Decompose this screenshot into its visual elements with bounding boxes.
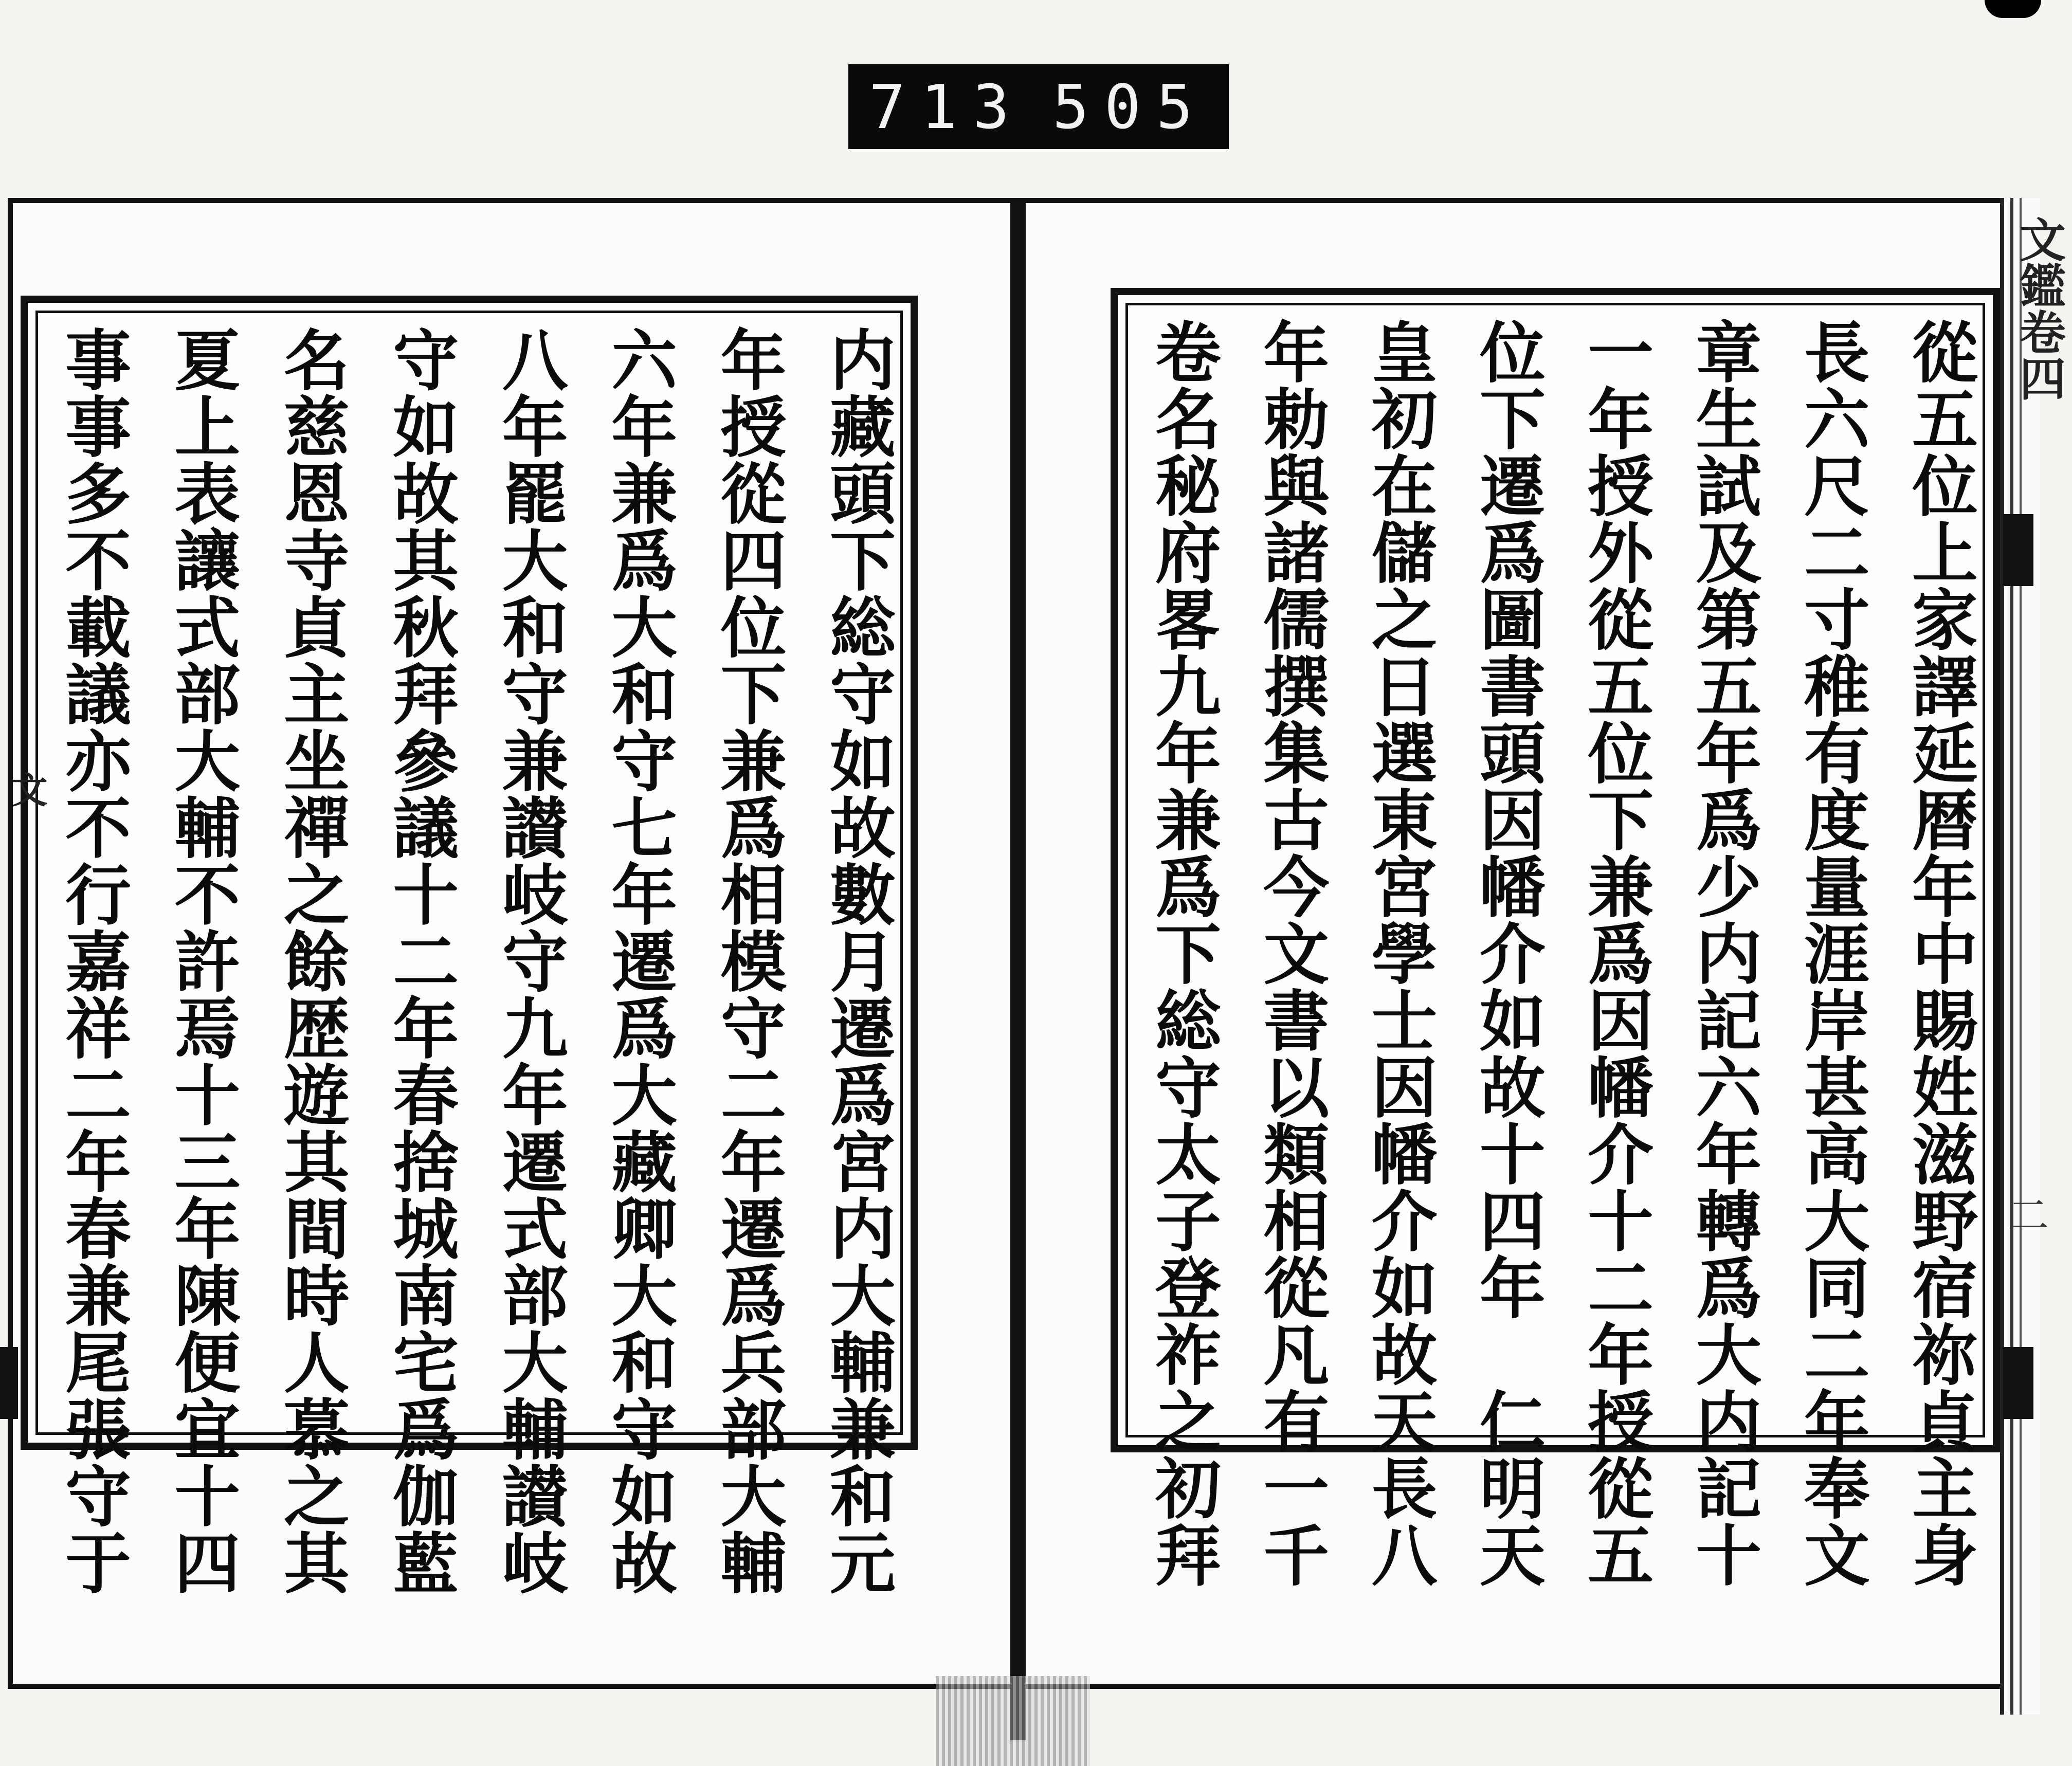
- film-frame-number: 505: [1052, 71, 1208, 142]
- edge-tab: [2003, 514, 2033, 586]
- left-text-columns: [48, 326, 896, 1596]
- text-column: 章生試及第五年爲少内記六年轉爲大内記十: [1684, 318, 1762, 1588]
- text-column: 名慈恩寺貞主坐禪之餘歴遊其間時人慕之其: [272, 326, 350, 1596]
- text-column: 年勅與諸儒撰集古今文書以類相從凡有一千: [1252, 318, 1330, 1588]
- binding-shadow: [936, 1676, 1090, 1766]
- right-text-columns: [1138, 318, 1978, 1588]
- text-column: 卷名秘府畧九年兼爲下総守太子登祚之初拜: [1144, 318, 1221, 1588]
- text-column: 皇初在儲之日選東宮學士因幡介如故天長八: [1360, 318, 1438, 1588]
- corner-mark: [1985, 0, 2041, 18]
- right-text-panel: [1111, 288, 2000, 1588]
- right-page-number: 二: [2008, 1192, 2049, 1240]
- text-column: 六年兼爲大和守七年遷爲大藏卿大和守如故: [600, 326, 678, 1596]
- left-margin-title: 文: [6, 771, 48, 807]
- text-column: 一年授外從五位下兼爲因幡介十二年授從五: [1576, 318, 1654, 1588]
- text-column: 年授從四位下兼爲相模守二年遷爲兵部大輔: [709, 326, 787, 1596]
- edge-tab: [2003, 1347, 2033, 1419]
- film-reel-number: 713: [869, 71, 1025, 142]
- edge-tab: [0, 1347, 18, 1419]
- text-column: 事事多不載議亦不行嘉祥二年春兼尾張守于: [54, 326, 131, 1596]
- right-margin-title: 文鑑卷四: [2011, 216, 2066, 401]
- text-column: 内藏頭下総守如故數月遷爲宮内大輔兼和元: [818, 326, 896, 1596]
- text-column: 位下遷爲圖書頭因幡介如故十四年 仁明天: [1468, 318, 1546, 1588]
- book-gutter: [1010, 198, 1026, 1740]
- page-edge: [2000, 198, 2040, 1715]
- film-frame-label: [848, 64, 1229, 149]
- left-text-panel: [21, 296, 918, 1596]
- text-column: 守如故其秋拜參議十二年春捨城南宅爲伽藍: [381, 326, 459, 1596]
- text-column: 八年罷大和守兼讃岐守九年遷式部大輔讃岐: [490, 326, 568, 1596]
- text-column: 長六尺二寸稚有度量涯岸甚高大同二年奉文: [1792, 318, 1870, 1588]
- text-column: 夏上表讓式部大輔不許焉十三年陳便宜十四: [163, 326, 241, 1596]
- text-column: 從五位上家譯延暦年中賜姓滋野宿祢貞主身: [1900, 318, 1978, 1588]
